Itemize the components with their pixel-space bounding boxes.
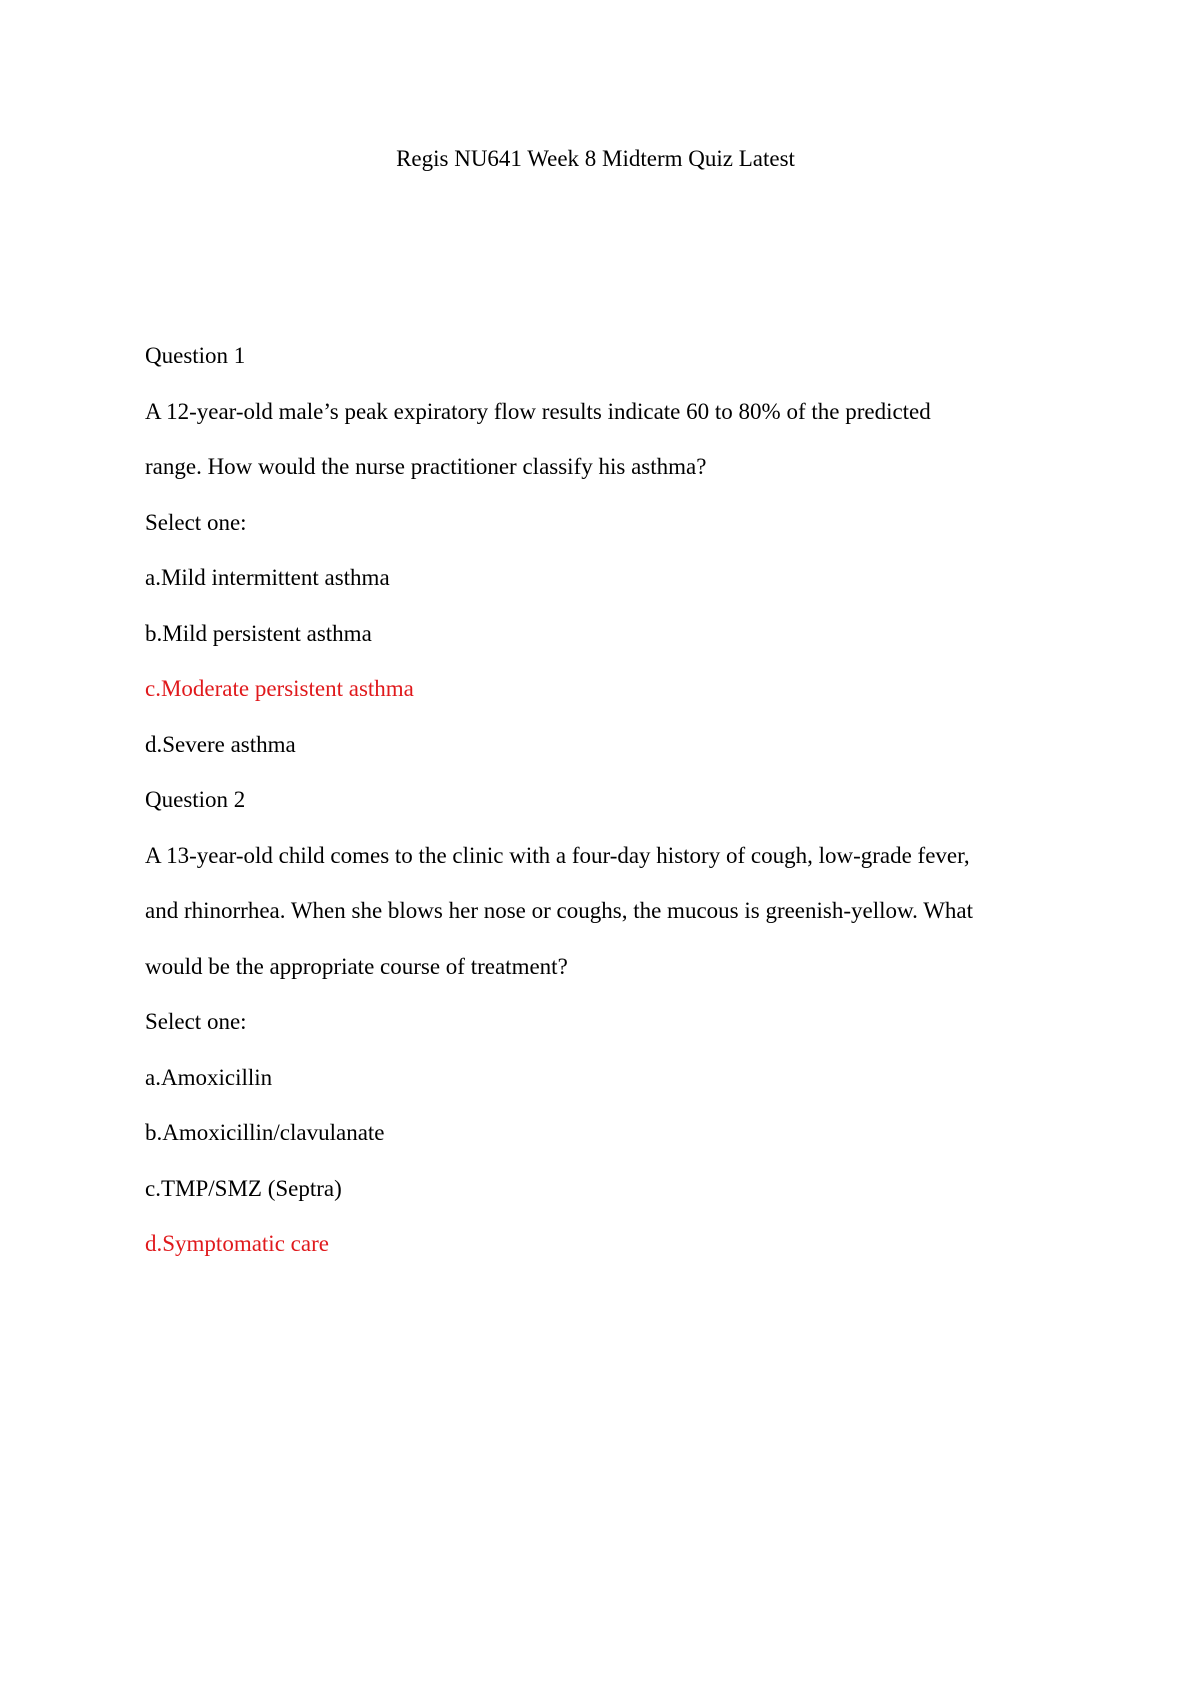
question-2-stem-line-3: would be the appropriate course of treatment? <box>145 953 568 979</box>
option-text: Symptomatic care <box>162 1231 329 1256</box>
question-2-option-a <box>145 1063 1045 1119</box>
question-2-option-c <box>145 1174 1045 1230</box>
question-1-stem-line-1: A 12-year-old male’s peak expiratory flow results indicate 60 to 80% of the predicted <box>145 398 931 424</box>
option-letter: b. <box>145 1120 163 1145</box>
question-1-option-a <box>145 563 1045 619</box>
question-2-option-d-correct <box>145 1229 1045 1285</box>
question-1-prompt: Select one: <box>145 509 247 535</box>
question-1-stem-line-2: range. How would the nurse practitioner classify his asthma? <box>145 454 707 479</box>
question-1-option-c-correct <box>145 674 1045 730</box>
document-title: Regis NU641 Week 8 Midterm Quiz Latest <box>396 146 795 171</box>
question-2-heading: Question 2 <box>145 787 246 812</box>
question-2-option-b <box>145 1118 1045 1174</box>
option-text: Amoxicillin <box>160 1064 273 1090</box>
option-letter: a. <box>145 1064 161 1090</box>
option-text: Mild intermittent asthma <box>160 565 390 590</box>
question-2-prompt: Select one: <box>145 1009 247 1034</box>
question-1-heading: Question 1 <box>145 343 246 368</box>
question-1-option-d <box>145 730 1045 786</box>
option-text: Mild persistent asthma <box>162 620 372 646</box>
option-text: Moderate persistent asthma <box>160 676 414 701</box>
option-letter: c. <box>145 676 161 701</box>
option-text: Amoxicillin/clavulanate <box>162 1120 385 1145</box>
option-letter: d. <box>145 731 163 757</box>
quiz-content <box>145 341 1045 1285</box>
option-text: TMP/SMZ (Septra) <box>160 1175 342 1201</box>
option-letter: a. <box>145 565 161 590</box>
option-text: Severe asthma <box>162 731 296 757</box>
option-letter: b. <box>145 620 163 646</box>
question-2-stem-line-1: A 13-year-old child comes to the clinic with a four-day history of cough, low-grade fever, <box>145 842 970 868</box>
question-2-stem-line-2: and rhinorrhea. When she blows her nose or coughs, the mucous is greenish-yellow. What <box>145 898 974 923</box>
option-letter: d. <box>145 1231 163 1256</box>
option-letter: c. <box>145 1175 161 1201</box>
question-1-option-b <box>145 619 1045 675</box>
